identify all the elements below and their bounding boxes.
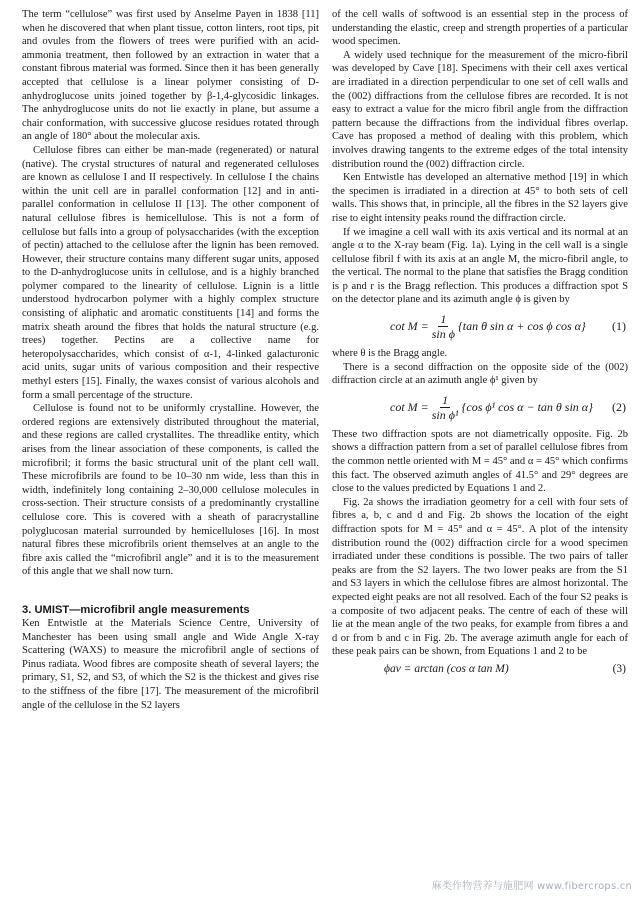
equation-2-lhs: cot M = — [390, 400, 429, 415]
paragraph-cave-technique: A widely used technique for the measurement of the micro-fibril was developed by Cave [18]. Specimens with their cell axes vertical are irradiated in a direction perpendicular to one set of cell walls and the (002) diffractions from the cellulose fibres are recorded. It is not easy to extract a value for the micro fibril angle from the diffraction pattern because the diffractions from the individual fibres overlap. Cave has proposed a method of dealing with this problem, which involves drawing tangents to the extreme edges of the total intensity distribution round the (002) diffraction circle. — [332, 49, 628, 170]
paragraph-bragg-angle: where θ is the Bragg angle. — [332, 348, 448, 360]
paragraph-irradiation-geometry: Fig. 2a shows the irradiation geometry for a cell with four sets of fibres a, b, c and d and Fig. 2b shows the location of the eight diffraction spots for M = 45° and α = 45°. A plot of the intensity distribution round the (002) diffraction circle for a wood specimen irradiated under these conditions is possible. The two pairs of taller peaks are from the S2 layers. The two lower peaks are from the S1 and S3 layers in which the cellulose fibres are almost horizontal. The expected eight peaks are not all resolved. Each of the four S2 peaks is a composite of two adjacent peaks. The centre of each of these will lie at the mean angle of the two peaks, for example from fibres a and d or from b and c in Fig. 2b. The average azimuth angle for each of these peak pairs can be shown, from Equations 1 and 2 to be — [332, 496, 628, 658]
equation-2 — [332, 388, 628, 428]
section-heading-umist: 3. UMIST—microfibril angle measurements — [22, 603, 250, 616]
equation-2-numerator: 1 — [442, 392, 449, 407]
left-column — [22, 8, 319, 712]
paragraph-crystallinity: Cellulose is found not to be uniformly crystalline. However, the ordered regions are extensively distributed throughout the material, and these regions are called crystallites. The threadlike entity, which arises from the linear association of these components, is called the microfibril; it forms the basic structural unit of the plant cell wall. These microfibrils are found to be 10–30 nm wide, less than this in width, indefinitely long containing 2–30,000 cellulose molecules in cross-section. Their structure consists of a predominantly crystalline cellulose core. This is covered with a sheath of paracrystalline polyglucosan material surrounded by hemicelluloses [16]. In most natural fibres these microfibrils orient themselves at an angle to the fibre axis called the “microfibril angle” and it is to the measurement of this angle that we shall now turn. — [22, 403, 319, 578]
equation-3 — [332, 659, 628, 681]
equation-3-number: (3) — [612, 663, 626, 676]
equation-2-fraction — [432, 394, 459, 422]
equation-2-denominator: sin ϕ¹ — [431, 407, 459, 422]
equation-1-denominator: sin ϕ — [431, 327, 455, 342]
equation-1-fraction — [432, 313, 455, 341]
paragraph-cellulose-history: The term “cellulose” was first used by Anselme Payen in 1838 [11] when he discovered that when plant tissue, cotton linters, root tips, pit and ovules from the flowers of trees were purified with an acid-ammonia treatment, then followed by an extraction in water that a constant fibrous material was formed. Since then it has been generally accepted that cellulose is a linear polymer consisting of D-anhydroglucose units joined together by β-1,4-glycosidic linkages. The anhydroglucose units do not lie exactly in plane, but assume a chair conformation, with successive glucose residues rotated through an angle of 180° about the molecular axis. — [22, 9, 319, 143]
paragraph-second-diffraction: There is a second diffraction on the opposite side of the (002) diffraction circle at an azimuth angle ϕ¹ given by — [332, 361, 628, 387]
equation-2-rhs: {cos ϕ¹ cos α − tan θ sin α} — [461, 400, 593, 415]
equation-3-body: ϕav = arctan (cos α tan M) — [384, 663, 509, 676]
equation-1-rhs: {tan θ sin α + cos ϕ cos α} — [457, 319, 586, 334]
equation-1-numerator: 1 — [440, 312, 447, 327]
paragraph-umist: Ken Entwistle at the Materials Science Centre, University of Manchester has been using small angle and Wide Angle X-ray Scattering (WAXS) to measure the microfibril angle of sections of Pinus radiata. Wood fibres are composite sheath of several layers; the primary, S1, S2, and S3, of which the S2 is the thickest and gives rise to the stiffness of the fibre [17]. The measurement of the microfibril angle of the cellulose in the S2 layers — [22, 617, 319, 711]
paragraph-entwistle-method: Ken Entwistle has developed an alternative method [19] in which the specimen is irradiated in a direction at 45° to both sets of cell walls. This shows that, in principle, all the fibres in the S2 layers give rise to eight intensity peaks round the diffraction circle. — [332, 172, 628, 224]
paragraph-cell-wall-geometry: If we imagine a cell wall with its axis vertical and its normal at an angle α to the X-ray beam (Fig. 1a). Lying in the cell wall is a single cellulose fibril f with its axis at an angle M, the micro-fibril angle, to the vertical. The normal to the plane that satisfies the Bragg condition is p and r is the Bragg reflection. This produces a diffraction spot S on the detector plane and its azimuth angle ϕ is given by — [332, 226, 628, 306]
paragraph-continuation: of the cell walls of softwood is an essential step in the process of understanding the elastic, creep and strength properties of a particular wood specimen. — [332, 9, 628, 48]
equation-1 — [332, 307, 628, 347]
watermark-logo-text: 麻类作物营养与施肥网 www.fibercrops.cn — [431, 881, 632, 893]
paragraph-diffraction-spots: These two diffraction spots are not diametrically opposite. Fig. 2b shows a diffraction pattern from a set of parallel cellulose fibres from the common nettle oriented with M = 45° and α = 45° which confirms this fact. The observed azimuth angles of 41.5° and 29° degrees are close to the values predicted by Equations 1 and 2. — [332, 428, 628, 495]
equation-1-lhs: cot M = — [390, 319, 429, 334]
paragraph-cellulose-fibres: Cellulose fibres can either be man-made (regenerated) or natural (native). The crystal structures of natural and regenerated celluloses are known as cellulose I and II respectively. In cellulose I the chains within the unit cell are in parallel conformation [12] and in anti-parallel conformation in cellulose II [13]. The other component of natural cellulose fibres is hemicellulose. This is not a form of cellulose but falls into a group of polysaccharides (with the exception of pectin) attached to the cellulose after the lignin has been removed. However, their structure contains many different sugar units, apposed to the D-anhydroglucose units in cellulose, and is a highly branched polymer compared to the linearity of cellulose. Lignin is a little understood hydrocarbon polymer with a highly complex structure consisting of aliphatic and aromatic constituents [14] and forms the matrix sheath around the fibres that holds the natural structure (e.g. trees) together. Pectins are a collective name for heteropolysaccharides, which consist of α-1, 4-linked galacturonic acid units, sugar units of various composition and their respective methyl esters [15]. Finally, the waxes consist of various alcohols and form a small percentage of the structure. — [22, 144, 319, 401]
equation-1-number: (1) — [612, 319, 626, 334]
equation-2-number: (2) — [612, 400, 626, 415]
right-column — [332, 8, 628, 681]
